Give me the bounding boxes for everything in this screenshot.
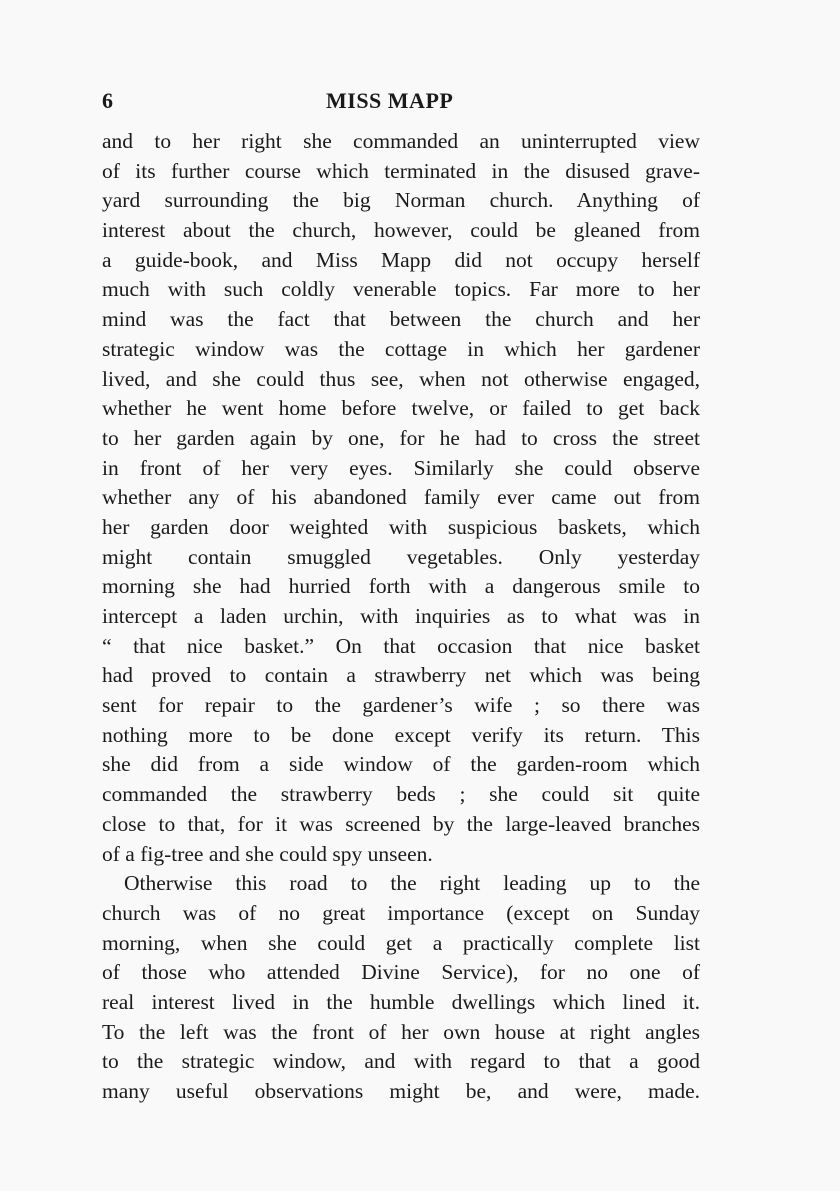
text-line: intercept a laden urchin, with inquiries as to what was in — [102, 604, 700, 628]
paragraph-start-line: Otherwise this road to the right leading up to the — [124, 871, 700, 896]
text-line: and to her right she commanded an uninterrupted view — [102, 129, 700, 153]
text-line: lived, and she could thus see, when not otherwise engaged, — [102, 366, 700, 391]
text-line: strategic window was the cottage in which her gardener — [102, 336, 700, 361]
text-line: had proved to contain a strawberry net which was being — [102, 663, 700, 688]
text-line: church was of no great importance (except on Sunday — [102, 900, 700, 925]
paragraph-end-line: of a fig-tree and she could spy unseen. — [102, 841, 433, 866]
text-line: whether he went home before twelve, or failed to get back — [102, 396, 700, 421]
text-line: to the strategic window, and with regard to that a good — [102, 1049, 700, 1074]
text-line: in front of her very eyes. Similarly she could observe — [102, 455, 700, 480]
page-header — [102, 88, 702, 118]
text-line: of those who attended Divine Service), for no one of — [102, 960, 700, 985]
text-line: her garden door weighted with suspicious baskets, which — [102, 514, 700, 539]
text-line: she did from a side window of the garden-room which — [102, 752, 700, 777]
text-line: close to that, for it was screened by the large-leaved branches — [102, 811, 700, 836]
text-line: “ that nice basket.” On that occasion that nice basket — [102, 633, 700, 658]
text-line: real interest lived in the humble dwellings which lined it. — [102, 989, 700, 1014]
text-line: whether any of his abandoned family ever came out from — [102, 485, 700, 510]
text-line: nothing more to be done except verify its return. This — [102, 722, 700, 747]
text-line: commanded the strawberry beds ; she could sit quite — [102, 782, 700, 807]
text-line: much with such coldly venerable topics. Far more to her — [102, 277, 700, 302]
text-line: a guide-book, and Miss Mapp did not occupy herself — [102, 247, 700, 272]
running-title: MISS MAPP — [326, 88, 454, 113]
text-line: morning, when she could get a practically complete list — [102, 930, 700, 955]
text-line: interest about the church, however, could be gleaned from — [102, 218, 700, 243]
text-line: sent for repair to the gardener’s wife ; so there was — [102, 693, 700, 718]
text-line: morning she had hurried forth with a dangerous smile to — [102, 574, 700, 599]
text-line: To the left was the front of her own house at right angles — [102, 1019, 700, 1044]
body-text — [102, 127, 700, 1107]
text-line: yard surrounding the big Norman church. Anything of — [102, 188, 700, 213]
text-line: many useful observations might be, and were, made. — [102, 1079, 700, 1103]
text-line: of its further course which terminated in the disused grave- — [102, 158, 700, 183]
text-line: might contain smuggled vegetables. Only yesterday — [102, 544, 700, 569]
page-number: 6 — [102, 88, 113, 113]
text-line: mind was the fact that between the church and her — [102, 307, 700, 332]
text-line: to her garden again by one, for he had to cross the street — [102, 425, 700, 450]
